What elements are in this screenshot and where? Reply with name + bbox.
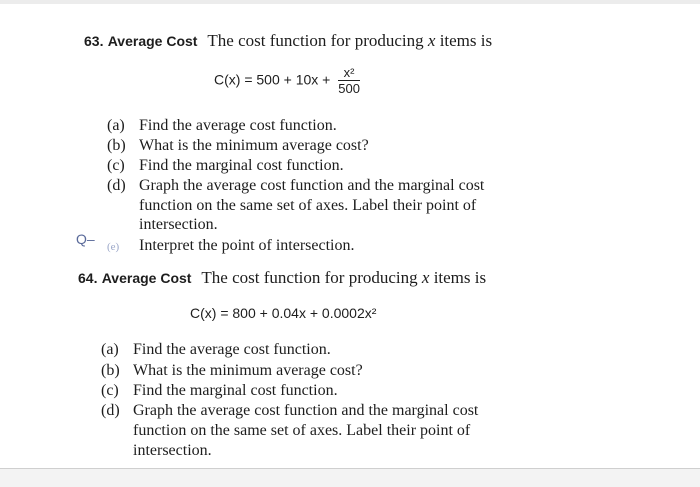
part-text: Graph the average cost function and the marginal cost (139, 177, 485, 194)
part-label: (b) (107, 137, 126, 154)
part-label: (d) (101, 402, 120, 419)
problem-63-fraction-denominator: 500 (338, 81, 360, 96)
part-text: Graph the average cost function and the marginal cost (133, 402, 479, 419)
problem-63-intro: The cost function for producing (207, 31, 424, 50)
problem-63-part-d-line2: function on the same set of axes. Label their point of (139, 197, 477, 214)
problem-63-heading (84, 31, 492, 51)
part-label: (a) (101, 341, 119, 358)
problem-63-part-d (107, 177, 484, 195)
part-label: (c) (107, 157, 125, 174)
problem-64-part-d (101, 402, 478, 420)
part-text: Interpret the point of intersection. (139, 237, 355, 254)
part-label: (a) (107, 117, 125, 134)
part-label: (e) (107, 241, 120, 253)
part-text: Find the marginal cost function. (133, 382, 338, 399)
part-text: Find the marginal cost function. (139, 157, 344, 174)
problem-63-number: 63. (84, 33, 104, 49)
problem-63-intro-end: items is (439, 31, 493, 50)
problem-63-part-b (107, 137, 369, 155)
problem-64-intro-end: items is (433, 268, 487, 287)
part-text: What is the minimum average cost? (133, 362, 363, 379)
problem-64-intro: The cost function for producing (201, 268, 418, 287)
problem-64-part-b (101, 362, 363, 380)
problem-63-part-c (107, 157, 344, 175)
part-text: What is the minimum average cost? (139, 137, 369, 154)
page-bottom-margin (0, 469, 700, 487)
handwritten-q-mark (76, 231, 95, 247)
problem-64-number: 64. (78, 270, 98, 286)
q-mark-dash: – (86, 231, 95, 247)
problem-63-var: x (427, 31, 436, 50)
part-label: (b) (101, 362, 120, 379)
problem-63-part-a (107, 117, 337, 135)
problem-63-eq-lhs: C(x) = 500 + 10x + (214, 71, 331, 88)
problem-64-part-d-line2: function on the same set of axes. Label their point of (133, 422, 471, 439)
problem-64-part-a (101, 341, 331, 359)
problem-63-title: Average Cost (107, 33, 198, 49)
problem-64-part-d-line3: intersection. (133, 442, 212, 459)
problem-63-fraction (338, 66, 360, 96)
part-text: Find the average cost function. (133, 341, 331, 358)
problem-63-part-e (107, 237, 354, 256)
problem-63-equation (214, 66, 360, 96)
problem-64-part-c (101, 382, 338, 400)
part-label: (d) (107, 177, 126, 194)
q-mark-letter: Q (76, 231, 87, 247)
part-text: Find the average cost function. (139, 117, 337, 134)
problem-64-equation: C(x) = 800 + 0.04x + 0.0002x² (190, 305, 377, 321)
part-label: (c) (101, 382, 119, 399)
problem-64-var: x (421, 268, 430, 287)
problem-64-title: Average Cost (101, 270, 192, 286)
problem-63-fraction-numerator: x² (338, 66, 360, 81)
problem-64-heading (78, 268, 486, 288)
problem-63-part-d-line3: intersection. (139, 216, 218, 233)
